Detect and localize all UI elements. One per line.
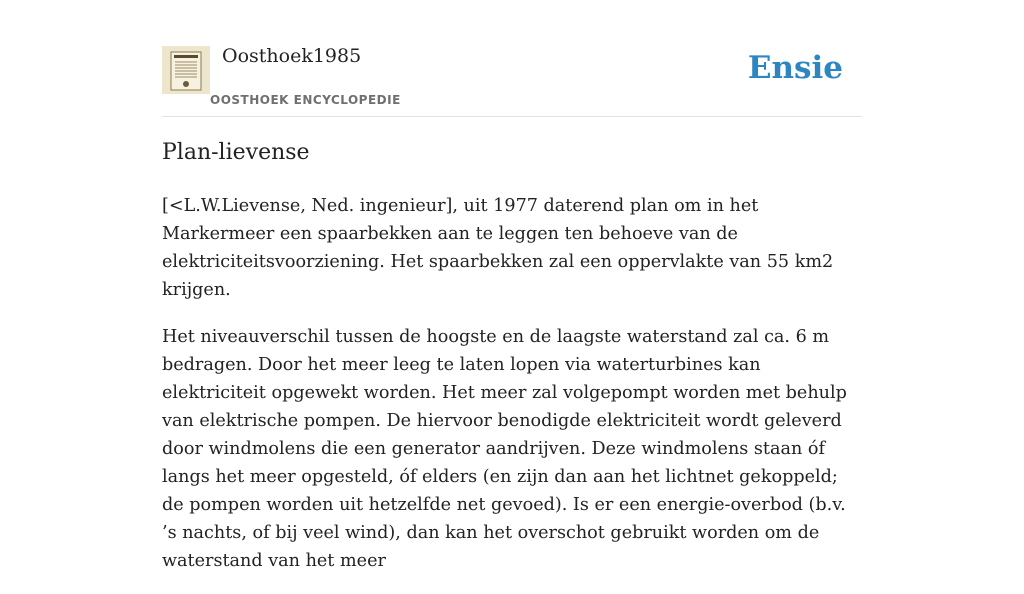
- paragraph: [<L.W.Lievense, Ned. ingenieur], uit 1977 daterend plan om in het Markermeer een spaarbekken aan te leggen ten behoeve van de elektriciteitsvoorziening. Het spaarbekken zal een oppervlakte van 55 km2 krijgen.: [162, 196, 834, 300]
- header: [162, 40, 862, 117]
- page-title: Plan-lievense: [162, 140, 310, 165]
- dictionary-name[interactable]: OOSTHOEK ENCYCLOPEDIE: [210, 93, 401, 107]
- author-name[interactable]: Oosthoek1985: [222, 45, 362, 67]
- ensie-logo[interactable]: Ensie: [747, 50, 843, 86]
- avatar[interactable]: [162, 46, 210, 94]
- article-body: [162, 192, 862, 594]
- book-cover-icon: [162, 46, 210, 94]
- paragraph: Het niveauverschil tussen de hoogste en de laagste waterstand zal ca. 6 m bedragen. Door het meer leeg te laten lopen via waterturbines kan elektriciteit opgewekt worden. Het meer zal volgepompt worden met behulp van elektrische pompen. De hiervoor benodigde elektriciteit wordt geleverd door windmolens die een generator aandrijven. Deze windmolens staan óf langs het meer opgesteld, óf elders (en zijn dan aan het lichtnet gekoppeld; de pompen worden uit hetzelfde net gevoed). Is er een energie-overbod (b.v. ’s nachts, of bij veel wind), dan kan het overschot gebruikt worden om de waterstand van het meer: [162, 327, 847, 571]
